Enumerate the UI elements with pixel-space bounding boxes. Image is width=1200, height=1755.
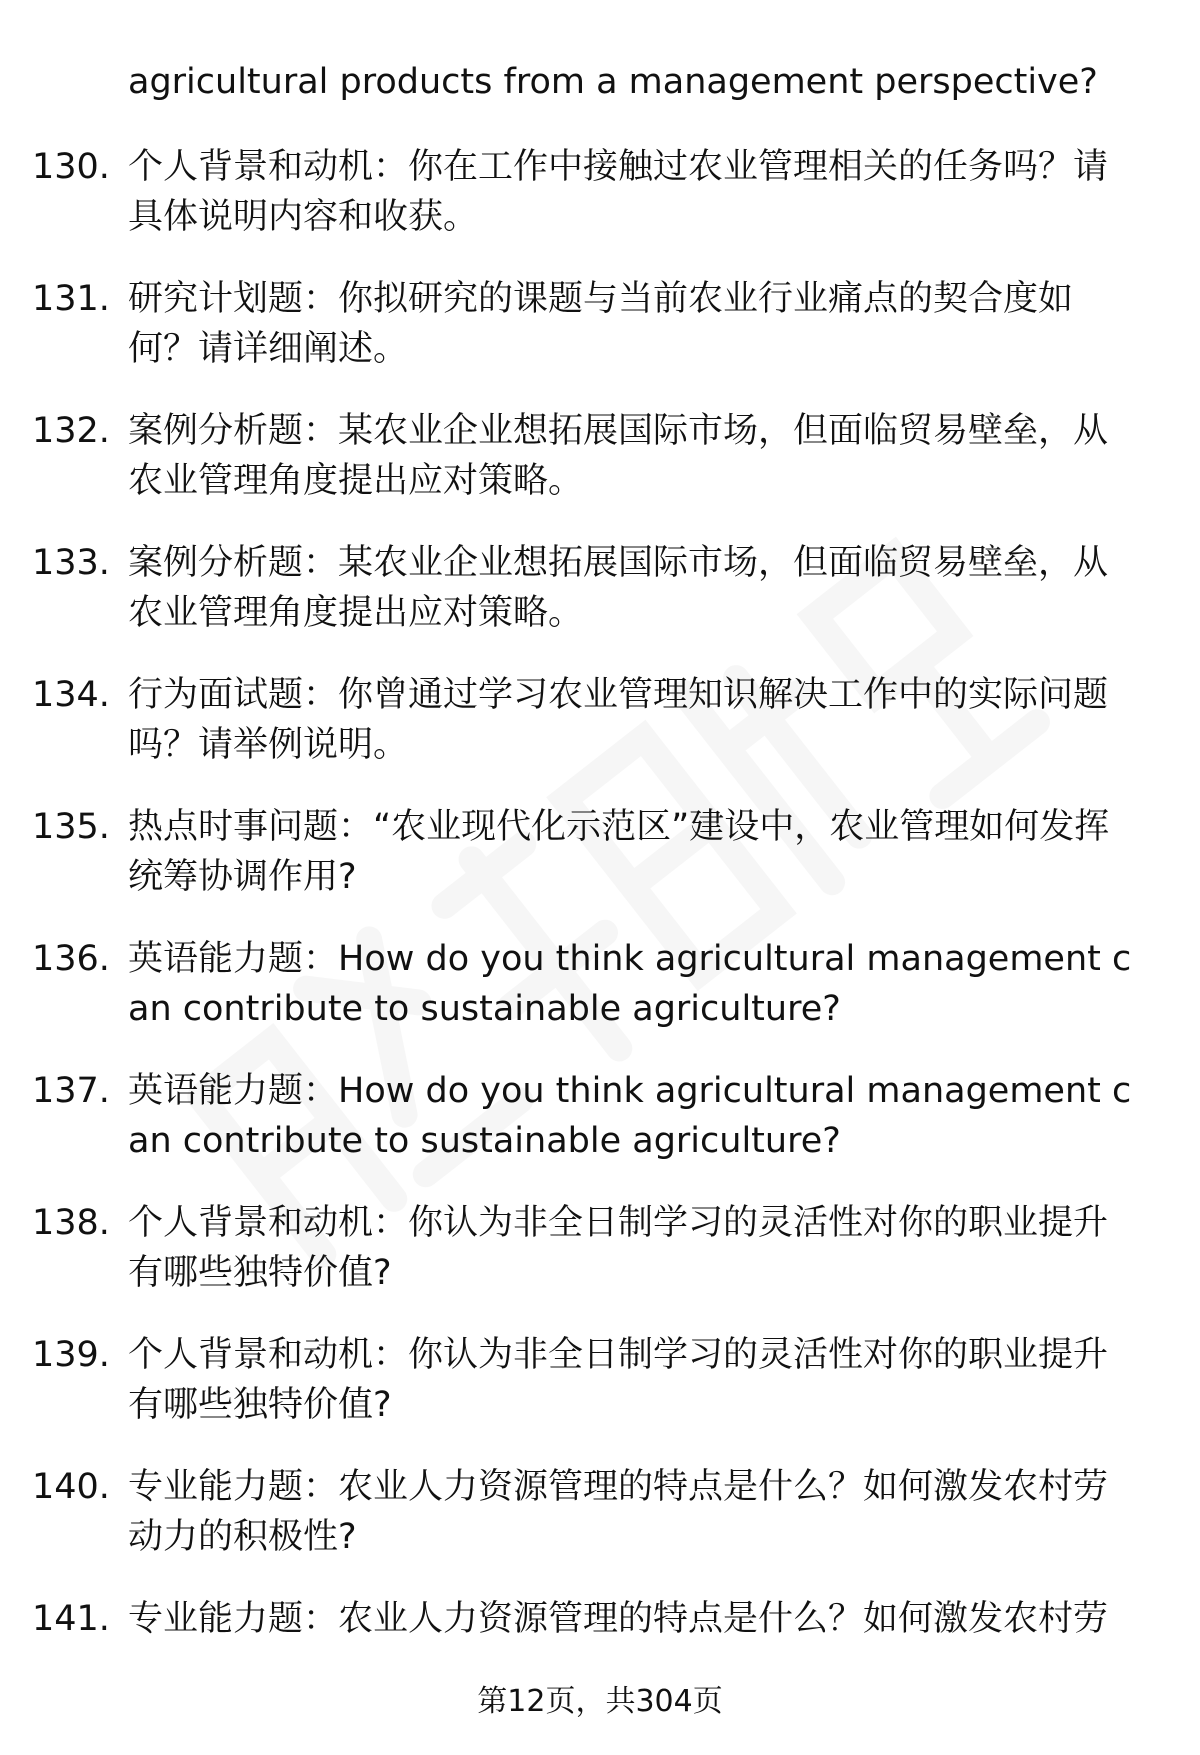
question-text: 个人背景和动机：你认为非全日制学习的灵活性对你的职业提升有哪些独特价值?: [128, 1203, 1109, 1293]
question-item: [0, 1330, 1200, 1462]
question-number: 141.: [32, 1599, 110, 1639]
question-text: 热点时事问题：“农业现代化示范区”建设中，农业管理如何发挥统筹协调作用?: [128, 807, 1110, 897]
question-number: 133.: [32, 543, 110, 583]
question-number: 138.: [32, 1203, 110, 1243]
question-item: [0, 934, 1200, 1066]
question-text: 个人背景和动机：你认为非全日制学习的灵活性对你的职业提升有哪些独特价值?: [128, 1335, 1109, 1425]
question-item: [0, 1066, 1200, 1198]
question-item: [0, 802, 1200, 934]
question-item: [0, 670, 1200, 802]
question-text: 专业能力题：农业人力资源管理的特点是什么？如何激发农村劳动力的积极性?: [128, 1467, 1109, 1557]
question-number: 132.: [32, 411, 110, 451]
continuation-text: agricultural products from a management perspective?: [128, 62, 1098, 102]
question-number: 130.: [32, 147, 110, 187]
question-item: [0, 538, 1200, 670]
question-list: [0, 142, 1200, 1726]
question-text: 行为面试题：你曾通过学习农业管理知识解决工作中的实际问题吗？请举例说明。: [128, 675, 1109, 765]
question-text: 案例分析题：某农业企业想拓展国际市场，但面临贸易壁垒，从农业管理角度提出应对策略。: [128, 543, 1109, 633]
question-number: 137.: [32, 1071, 110, 1111]
question-number: 131.: [32, 279, 110, 319]
question-text: 研究计划题：你拟研究的课题与当前农业行业痛点的契合度如何？请详细阐述。: [128, 279, 1074, 369]
question-text: 专业能力题：农业人力资源管理的特点是什么？如何激发农村劳: [128, 1599, 1109, 1639]
question-number: 134.: [32, 675, 110, 715]
question-number: 136.: [32, 939, 110, 979]
question-item: [0, 1198, 1200, 1330]
question-item: [0, 1462, 1200, 1594]
question-number: 135.: [32, 807, 110, 847]
question-number: 139.: [32, 1335, 110, 1375]
question-text: 英语能力题：How do you think agricultural management can contribute to sustainable agriculture?: [128, 1071, 1132, 1161]
question-item: [0, 142, 1200, 274]
question-text: 个人背景和动机：你在工作中接触过农业管理相关的任务吗？请具体说明内容和收获。: [128, 147, 1109, 237]
question-item: [0, 406, 1200, 538]
question-text: 英语能力题：How do you think agricultural management can contribute to sustainable agriculture?: [128, 939, 1132, 1029]
question-text: 案例分析题：某农业企业想拓展国际市场，但面临贸易壁垒，从农业管理角度提出应对策略。: [128, 411, 1109, 501]
question-item: [0, 274, 1200, 406]
page-footer: 第12页，共304页: [477, 1684, 723, 1719]
question-number: 140.: [32, 1467, 110, 1507]
